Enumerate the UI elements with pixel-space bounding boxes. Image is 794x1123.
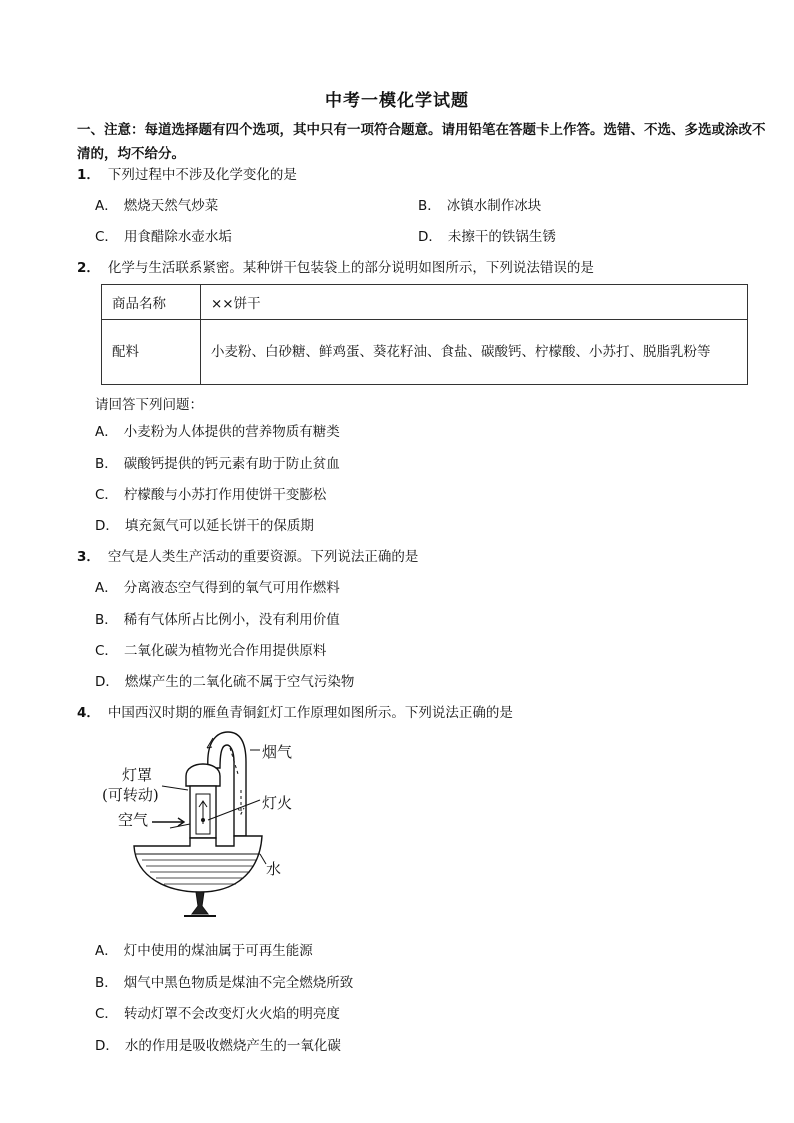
question-text: 化学与生活联系紧密。某种饼干包装袋上的部分说明如图所示，下列说法错误的是 [107,260,594,276]
label-flame: 灯火 [262,794,293,812]
table-cell-label: 商品名称 [102,285,201,320]
q1-option-c: C． 用食醋除水壶水垢 [95,229,232,245]
question-number: 2． [77,260,100,276]
q4-option-c: C． 转动灯罩不会改变灯火火焰的明亮度 [95,1006,340,1022]
instruction: 一、注意：每道选择题有四个选项，其中只有一项符合题意。请用铅笔在答题卡上作答。选错、不选、多选或涂改不清的，均不给分。 [77,122,766,162]
table-row [102,285,748,320]
q1-option-a: A． 燃烧天然气炒菜 [95,198,219,214]
table-cell-label: 配料 [102,320,201,385]
q2-option-d: D． 填充氮气可以延长饼干的保质期 [95,518,314,534]
q2-option-c: C． 柠檬酸与小苏打作用使饼干变膨松 [95,487,327,503]
question-4-stem [77,703,513,723]
q4-option-d: D． 水的作用是吸收燃烧产生的一氧化碳 [95,1038,341,1054]
q2-option-a: A． 小麦粉为人体提供的营养物质有糖类 [95,424,340,440]
q3-option-c: C． 二氧化碳为植物光合作用提供原料 [95,643,327,659]
table-cell-value: ××饼干 [201,285,748,320]
q4-option-a: A． 灯中使用的煤油属于可再生能源 [95,943,313,959]
answer-prompt: 请回答下列问题： [95,397,203,413]
question-number: 3． [77,549,100,565]
question-1-stem [77,165,297,185]
q1-option-b: B． 冰镇水制作冰块 [418,198,542,214]
q2-option-b: B． 碳酸钙提供的钙元素有助于防止贫血 [95,456,340,472]
page-title: 中考一模化学试题 [325,91,469,111]
question-number: 1． [77,167,100,183]
table-cell-value: 小麦粉、白砂糖、鲜鸡蛋、葵花籽油、食盐、碳酸钙、柠檬酸、小苏打、脱脂乳粉等 [201,320,748,385]
label-air: 空气 [118,811,149,829]
product-info-table [101,284,748,385]
q3-option-d: D． 燃煤产生的二氧化硫不属于空气污染物 [95,674,355,690]
question-3-stem [77,547,418,567]
table-row [102,320,748,385]
label-smoke: 烟气 [262,743,293,761]
label-water: 水 [266,860,282,878]
question-number: 4． [77,705,100,721]
bronze-lamp-diagram [100,728,300,928]
question-text: 空气是人类生产活动的重要资源。下列说法正确的是 [107,549,419,565]
question-text: 中国西汉时期的雁鱼青铜釭灯工作原理如图所示。下列说法正确的是 [107,705,513,721]
question-text: 下列过程中不涉及化学变化的是 [107,167,297,183]
question-2-stem [77,258,594,278]
label-lampshade: 灯罩 [122,766,153,784]
q1-option-d: D． 未擦干的铁锅生锈 [418,229,556,245]
q4-option-b: B． 烟气中黑色物质是煤油不完全燃烧所致 [95,975,354,991]
q3-option-a: A． 分离液态空气得到的氧气可用作燃料 [95,580,340,596]
q3-option-b: B． 稀有气体所占比例小，没有利用价值 [95,612,340,628]
label-rotatable: (可转动) [102,786,159,804]
